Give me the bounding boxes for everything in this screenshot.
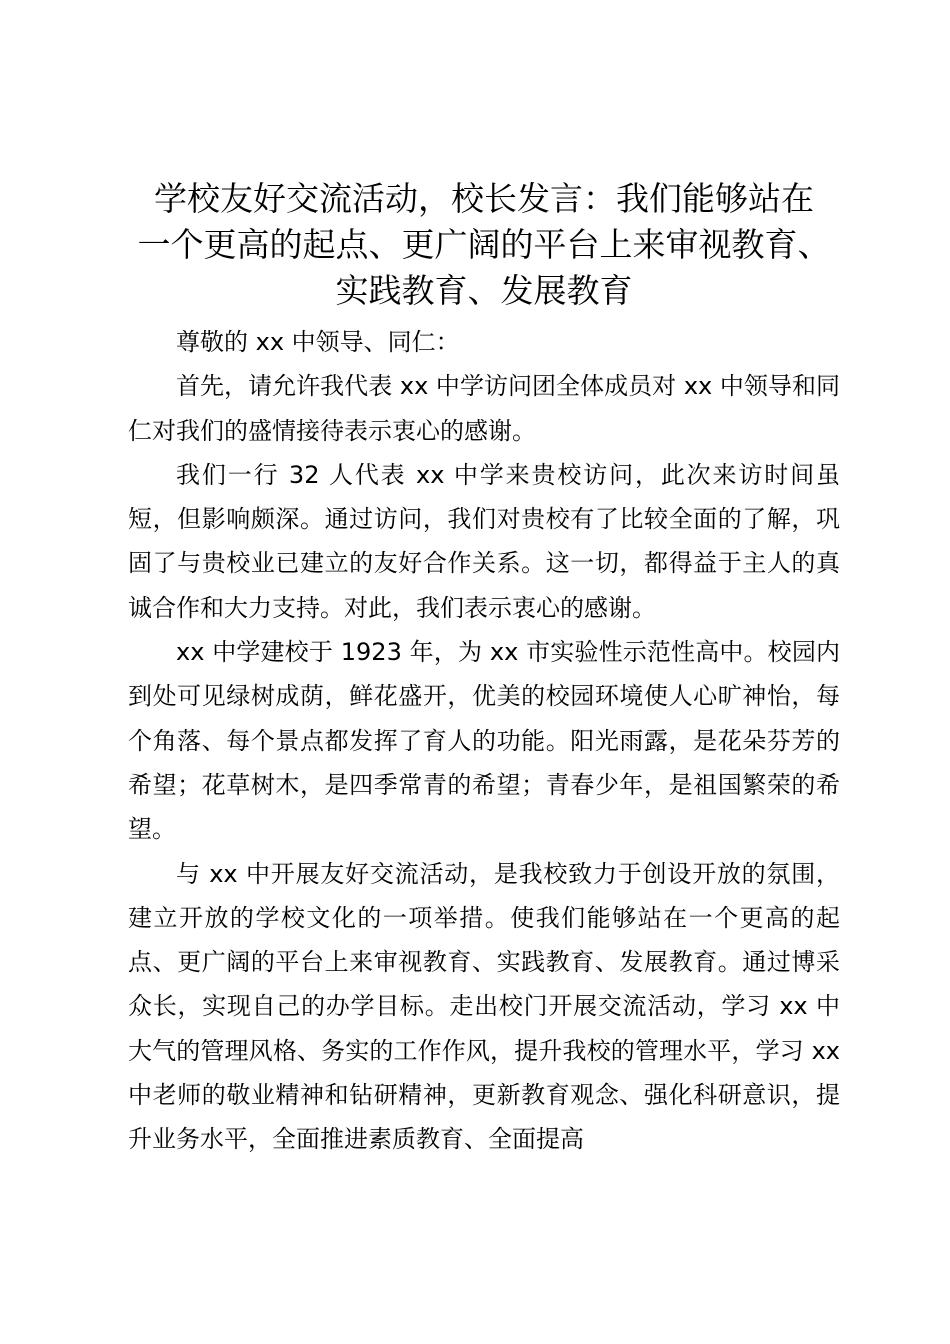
document-body bbox=[128, 320, 840, 1162]
title-line-1: 学校友好交流活动，校长发言：我们能够站在 bbox=[154, 179, 814, 218]
salutation: 尊敬的 xx 中领导、同仁： bbox=[176, 328, 460, 356]
paragraph-1: 首先，请允许我代表 xx 中学访问团全体成员对 xx 中领导和同仁对我们的盛情接待表示衷心的感谢。 bbox=[128, 372, 840, 445]
paragraph-4: 与 xx 中开展友好交流活动，是我校致力于创设开放的氛围，建立开放的学校文化的一项举措。使我们能够站在一个更高的起点、更广阔的平台上来审视教育、实践教育、发展教育。通过博采众长，实现自己的办学目标。走出校门开展交流活动，学习 xx 中大气的管理风格、务实的工作作风，提升我校的管理水平，学习 xx 中老师的敬业精神和钻研精神，更新教育观念、强化科研意识，提升业务水平，全面推进素质教育、全面提高 bbox=[128, 859, 840, 1154]
paragraph-2: 我们一行 32 人代表 xx 中学来贵校访问，此次来访时间虽短，但影响颇深。通过访问，我们对贵校有了比较全面的了解，巩固了与贵校业已建立的友好合作关系。这一切，都得益于主人的真诚合作和大力支持。对此，我们表示衷心的感谢。 bbox=[128, 460, 840, 622]
document-title bbox=[128, 176, 840, 314]
title-line-2: 一个更高的起点、更广阔的平台上来审视教育、 bbox=[137, 225, 831, 264]
title-line-3: 实践教育、发展教育 bbox=[335, 271, 633, 310]
paragraph-3: xx 中学建校于 1923 年，为 xx 市实验性示范性高中。校园内到处可见绿树成荫，鲜花盛开，优美的校园环境使人心旷神怡，每个角落、每个景点都发挥了育人的功能。阳光雨露，是花朵芬芳的希望；花草树木，是四季常青的希望；青春少年，是祖国繁荣的希望。 bbox=[128, 638, 840, 844]
document-content bbox=[128, 176, 840, 1162]
